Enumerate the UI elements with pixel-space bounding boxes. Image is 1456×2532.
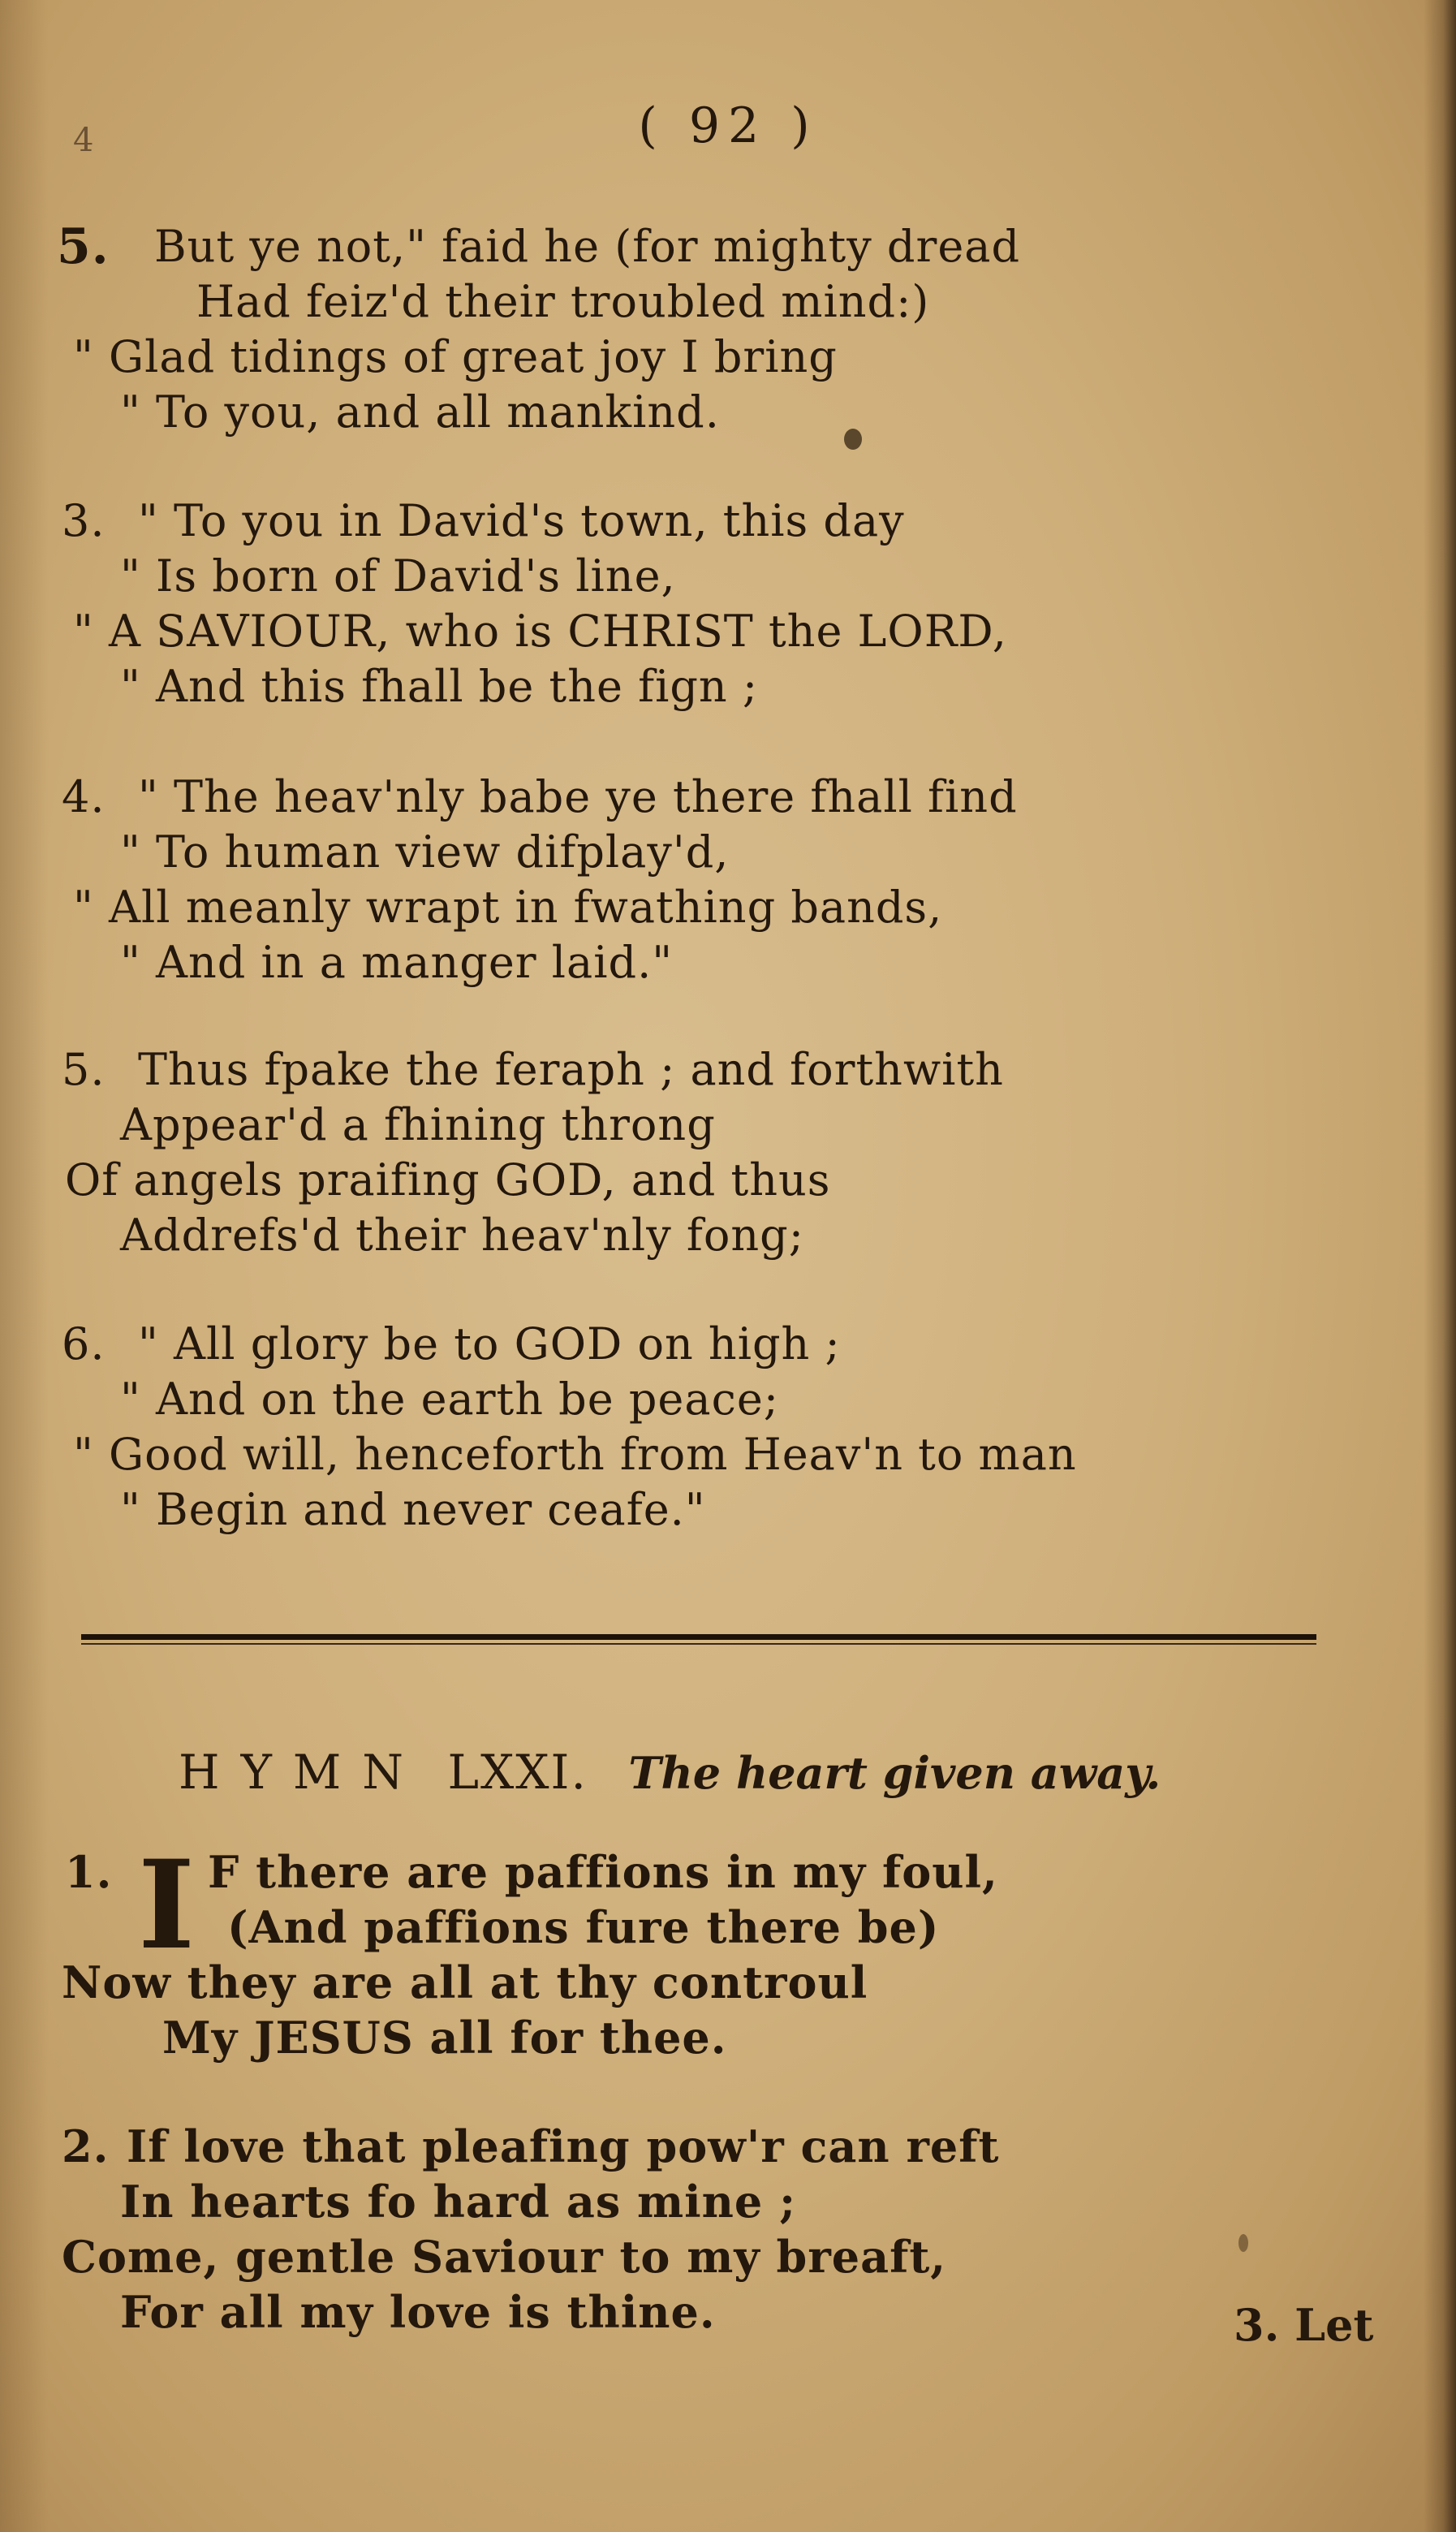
stanza-line — [57, 935, 1339, 990]
stanza-2 — [57, 494, 1339, 714]
verse-text: " A SAVIOUR, who is CHRIST the LORD, — [73, 606, 1007, 657]
verse-text: Thus fpake the feraph ; and forthwith — [138, 1044, 1004, 1095]
stanza-line — [57, 659, 1339, 714]
stanza-line — [57, 274, 1339, 330]
hymn-stanza-2 — [57, 2119, 1339, 2340]
stanza-line — [57, 1844, 1339, 1900]
verse-text: Addrefs'd their heav'nly fong; — [120, 1210, 804, 1261]
verse-text: Had feiz'd their troubled mind:) — [196, 276, 930, 327]
stanza-line — [57, 1372, 1339, 1427]
stanza-number: 5. — [62, 1044, 106, 1095]
stanza-line — [57, 549, 1339, 604]
stanza-line — [57, 1955, 1339, 2010]
verse-text: If love that pleafing pow'r can reft — [127, 2120, 1000, 2172]
verse-text: " To human view difplay'd, — [120, 826, 730, 878]
verse-text: " Glad tidings of great joy I bring — [73, 331, 838, 382]
page-shadow-right — [1424, 0, 1456, 2532]
stanza-line — [57, 1153, 1339, 1208]
stanza-line — [57, 1208, 1339, 1263]
stanza-line — [57, 2119, 1339, 2174]
section-rule-thick — [81, 1634, 1316, 1640]
verse-text: Of angels praifing GOD, and thus — [65, 1154, 831, 1206]
stanza-line — [57, 330, 1339, 385]
verse-text: (And paffions fure there be) — [227, 1901, 940, 1953]
verse-text: Appear'd a fhining throng — [120, 1099, 716, 1150]
verse-text: " To you in David's town, this day — [138, 495, 905, 546]
verse-text: " Is born of David's line, — [120, 550, 676, 602]
signature-mark: 4 — [73, 122, 94, 159]
stanza-line — [57, 1098, 1339, 1153]
hymn-label: HYMN — [179, 1745, 425, 1800]
stanza-line — [57, 219, 1339, 274]
catchword: 3. Let — [1234, 2299, 1374, 2351]
stanza-line — [57, 1427, 1339, 1482]
stanza-line — [57, 1317, 1339, 1372]
ink-blot — [844, 429, 862, 450]
stanza-5 — [57, 1317, 1339, 1538]
hymn-stanza-1 — [57, 1834, 1339, 2065]
ink-blot — [1238, 2234, 1248, 2252]
stanza-3 — [57, 770, 1339, 990]
verse-text: " Good will, henceforth from Heav'n to man — [73, 1429, 1077, 1480]
stanza-number: 4. — [62, 771, 106, 822]
hymn-heading — [179, 1744, 1315, 1801]
stanza-line — [57, 494, 1339, 549]
verse-text: " Begin and never ceafe." — [120, 1484, 706, 1535]
stanza-4 — [57, 1042, 1339, 1263]
stanza-number: 3. — [62, 495, 106, 546]
verse-text: Come, gentle Saviour to my breaft, — [62, 2231, 947, 2283]
verse-text: " All glory be to GOD on high ; — [138, 1318, 841, 1370]
verse-text: Now they are all at thy controul — [62, 1956, 868, 2008]
stanza-number: 1. — [65, 1846, 113, 1898]
stanza-line — [57, 1900, 1339, 1955]
page-shadow-left — [0, 0, 49, 2532]
verse-text: " And this fhall be the fign ; — [120, 661, 759, 712]
verse-text: " The heav'nly babe ye there fhall find — [138, 771, 1018, 822]
stanza-1 — [57, 219, 1339, 440]
hymn-number: LXXI. — [447, 1745, 588, 1800]
drop-cap: I — [138, 1834, 196, 1977]
stanza-line — [57, 2010, 1339, 2065]
verse-text: " To you, and all mankind. — [120, 386, 720, 438]
verse-text: " All meanly wrapt in fwathing bands, — [73, 882, 943, 933]
stanza-line — [57, 880, 1339, 935]
stanza-line — [57, 1042, 1339, 1098]
verse-text: My JESUS all for thee. — [162, 2012, 727, 2064]
stanza-line — [57, 770, 1339, 825]
stanza-number: 5. — [57, 218, 110, 275]
section-rule-thin — [81, 1643, 1316, 1645]
verse-text: F there are paffions in my foul, — [208, 1846, 998, 1898]
stanza-line — [57, 1482, 1339, 1538]
stanza-line — [57, 825, 1339, 880]
page-number: ( 92 ) — [638, 97, 818, 154]
hymn-subtitle: The heart given away. — [628, 1747, 1161, 1799]
stanza-number: 2. — [62, 2120, 110, 2172]
stanza-line — [57, 2284, 1339, 2340]
verse-text: " And in a manger laid." — [120, 937, 674, 988]
verse-text: For all my love is thine. — [120, 2286, 716, 2338]
stanza-line — [57, 604, 1339, 659]
stanza-line — [57, 2229, 1339, 2284]
stanza-line — [57, 2174, 1339, 2229]
stanza-number: 6. — [62, 1318, 106, 1370]
stanza-line — [57, 385, 1339, 440]
verse-text: In hearts fo hard as mine ; — [120, 2176, 797, 2228]
verse-text: But ye not," faid he (for mighty dread — [154, 221, 1021, 272]
verse-text: " And on the earth be peace; — [120, 1374, 779, 1425]
